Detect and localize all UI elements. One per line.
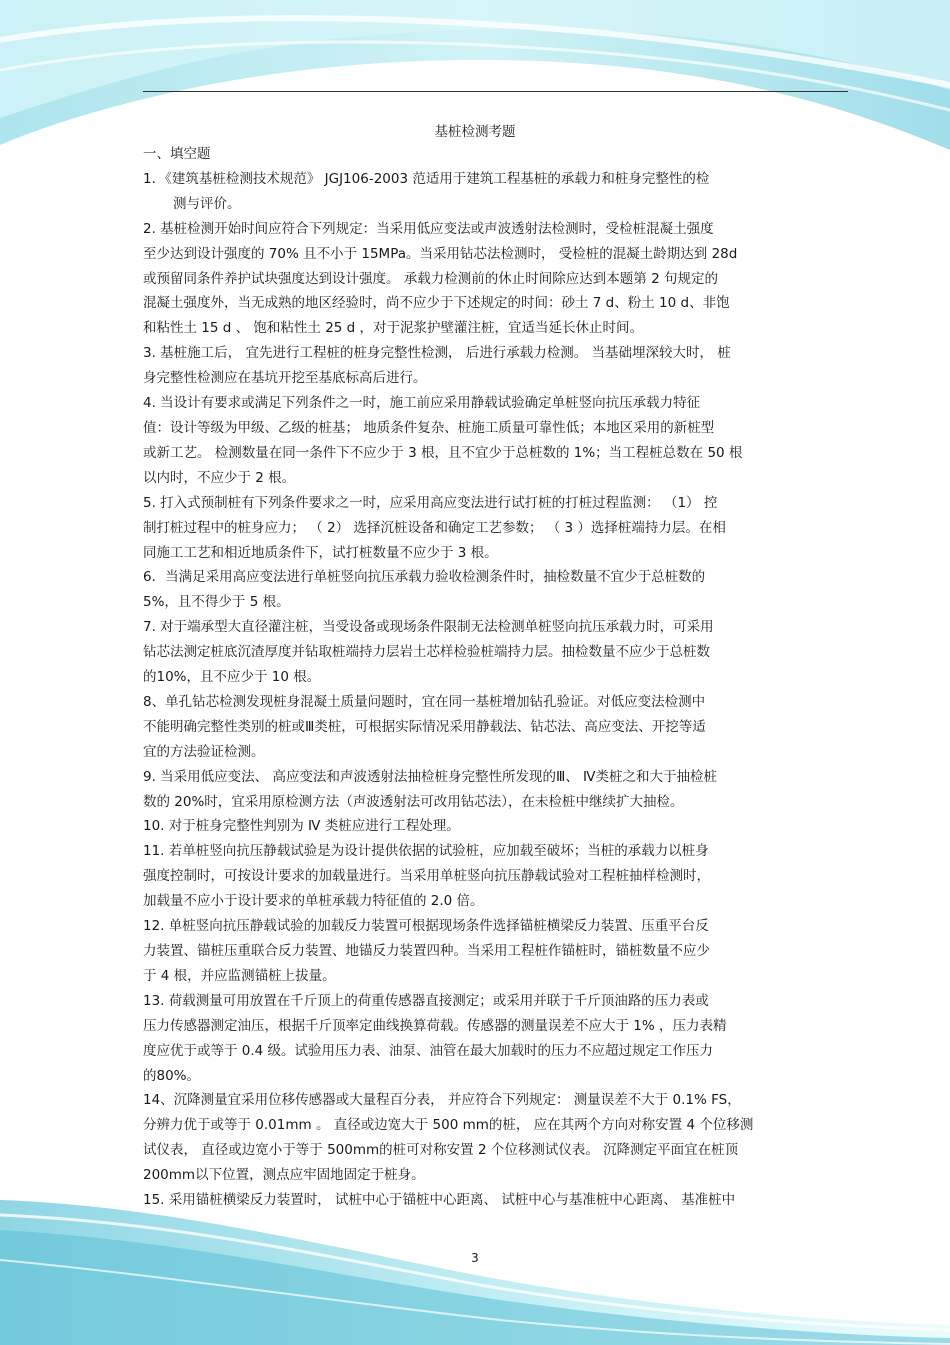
text-line: 度应优于或等于 0.4 级。试验用压力表、油泵、油管在最大加载时的压力不应超过规定工作压力 [143,1042,714,1059]
text-line: 5. 打入式预制桩有下列条件要求之一时，应采用高应变法进行试打桩的打桩过程监测： （1） 控 [143,494,718,511]
text-line: 数的 20%时，宜采用原检测方法（声波透射法可改用钻芯法），在未检桩中继续扩大抽检。 [143,793,684,810]
text-line: 12. 单桩竖向抗压静载试验的加载反力装置可根据现场条件选择锚桩横梁反力装置、压重平台反 [143,918,709,935]
page-number: 3 [471,1251,479,1265]
text-line: 8、单孔钻芯检测发现桩身混凝土质量问题时，宜在同一基桩增加钻孔验证。对低应变法检测中 [143,693,706,710]
text-line: 13. 荷载测量可用放置在千斤顶上的荷重传感器直接测定；或采用并联于千斤顶油路的压力表或 [143,992,709,1009]
text-line: 以内时，不应少于 2 根。 [143,469,296,486]
text-line: 14、沉降测量宜采用位移传感器或大量程百分表， 并应符合下列规定： 测量误差不大于 0.1% FS， [143,1092,741,1109]
text-line: 的10%，且不应少于 10 根。 [143,669,321,686]
text-line: 混凝土强度外，当无成熟的地区经验时，尚不应少于下述规定的时间：砂土 7 d、粉土 10 d、非饱 [143,295,730,312]
text-line: 身完整性检测应在基坑开挖至基底标高后进行。 [143,370,427,387]
text-line: 压力传感器测定油压，根据千斤顶率定曲线换算荷载。传感器的测量误差不应大于 1% ，压力表精 [143,1017,727,1034]
text-line: 6．当满足采用高应变法进行单桩竖向抗压承载力验收检测条件时，抽检数量不宜少于总桩数的 [143,569,706,586]
text-line: 4. 当设计有要求或满足下列条件之一时，施工前应采用静载试验确定单桩竖向抗压承载力特征 [143,395,701,412]
text-line: 测与评价。 [173,195,241,212]
text-line: 11. 若单桩竖向抗压静载试验是为设计提供依据的试验桩，应加载至破坏；当桩的承载力以桩身 [143,843,709,860]
text-line: 至少达到设计强度的 70% 且不小于 15MPa。当采用钻芯法检测时， 受检桩的混凝土龄期达到 28d [143,245,738,262]
text-line: 试仪表， 直径或边宽小于等于 500mm的桩可对称安置 2 个位移测试仪表。 沉降测定平面宜在桩顶 [143,1142,739,1159]
text-line: 于 4 根，并应监测锚桩上拔量。 [143,967,336,984]
text-line: 强度控制时，可按设计要求的加载量进行。当采用单桩竖向抗压静载试验对工程桩抽样检测时， [143,868,710,885]
text-line: 和粘性土 15 d 、 饱和粘性土 25 d ，对于泥浆护壁灌注桩，宜适当延长休止时间。 [143,320,644,337]
text-line: 或预留同条件养护试块强度达到设计强度。 承载力检测前的休止时间除应达到本题第 2 句规定的 [143,270,718,287]
text-line: 宜的方法验证检测。 [143,743,265,760]
text-line: 3. 基桩施工后， 宜先进行工程桩的桩身完整性检测， 后进行承载力检测。 当基础埋深较大时， 桩 [143,345,731,362]
text-line: 同施工工艺和相近地质条件下，试打桩数量不应少于 3 根。 [143,544,498,561]
section-heading: 一、填空题 [143,146,211,162]
header-rule [143,91,848,92]
text-line: 5%，且不得少于 5 根。 [143,594,290,611]
text-line: 15. 采用锚桩横梁反力装置时， 试桩中心于锚桩中心距离、 试桩中心与基准桩中心距离、 基准桩中 [143,1192,736,1209]
text-line: 分辨力优于或等于 0.01mm 。 直径或边宽大于 500 mm的桩， 应在其两个方向对称安置 4 个位移测 [143,1117,754,1134]
text-line: 值：设计等级为甲级、乙级的桩基； 地质条件复杂、桩施工质量可靠性低；本地区采用的新桩型 [143,419,715,436]
text-line: 制打桩过程中的桩身应力； （ 2） 选择沉桩设备和确定工艺参数； （ 3 ）选择桩端持力层。在相 [143,519,726,536]
text-line: 钻芯法测定桩底沉渣厚度并钻取桩端持力层岩土芯样检验桩端持力层。抽检数量不应少于总桩数 [143,644,710,661]
text-line: 9. 当采用低应变法、 高应变法和声波透射法抽检桩身完整性所发现的Ⅲ、 Ⅳ类桩之和大于抽检桩 [143,768,718,785]
text-line: 不能明确完整性类别的桩或Ⅲ类桩，可根据实际情况采用静载法、钻芯法、高应变法、开挖等适 [143,718,706,735]
text-line: 加载量不应小于设计要求的单桩承载力特征值的 2.0 倍。 [143,893,484,910]
text-line: 7. 对于端承型大直径灌注桩，当受设备或现场条件限制无法检测单桩竖向抗压承载力时，可采用 [143,619,714,636]
text-line: 力装置、锚桩压重联合反力装置、地锚反力装置四种。当采用工程桩作锚桩时，锚桩数量不应少 [143,943,710,959]
question-body [143,142,853,1213]
text-line: 1．《建筑基桩检测技术规范》 JGJ106-2003 范适用于建筑工程基桩的承载力和桩身完整性的检 [143,170,710,187]
page-title: 基桩检测考题 [434,124,516,140]
text-line: 10. 对于桩身完整性判别为 Ⅳ 类桩应进行工程处理。 [143,818,460,835]
text-line: 2. 基桩检测开始时间应符合下列规定：当采用低应变法或声波透射法检测时，受检桩混凝土强度 [143,220,714,237]
text-line: 的80%。 [143,1067,201,1084]
text-line: 200mm以下位置，测点应牢固地固定于桩身。 [143,1167,425,1184]
text-line: 或新工艺。 检测数量在同一条件下不应少于 3 根，且不宜少于总桩数的 1%；当工程桩总数在 50 根 [143,444,743,461]
